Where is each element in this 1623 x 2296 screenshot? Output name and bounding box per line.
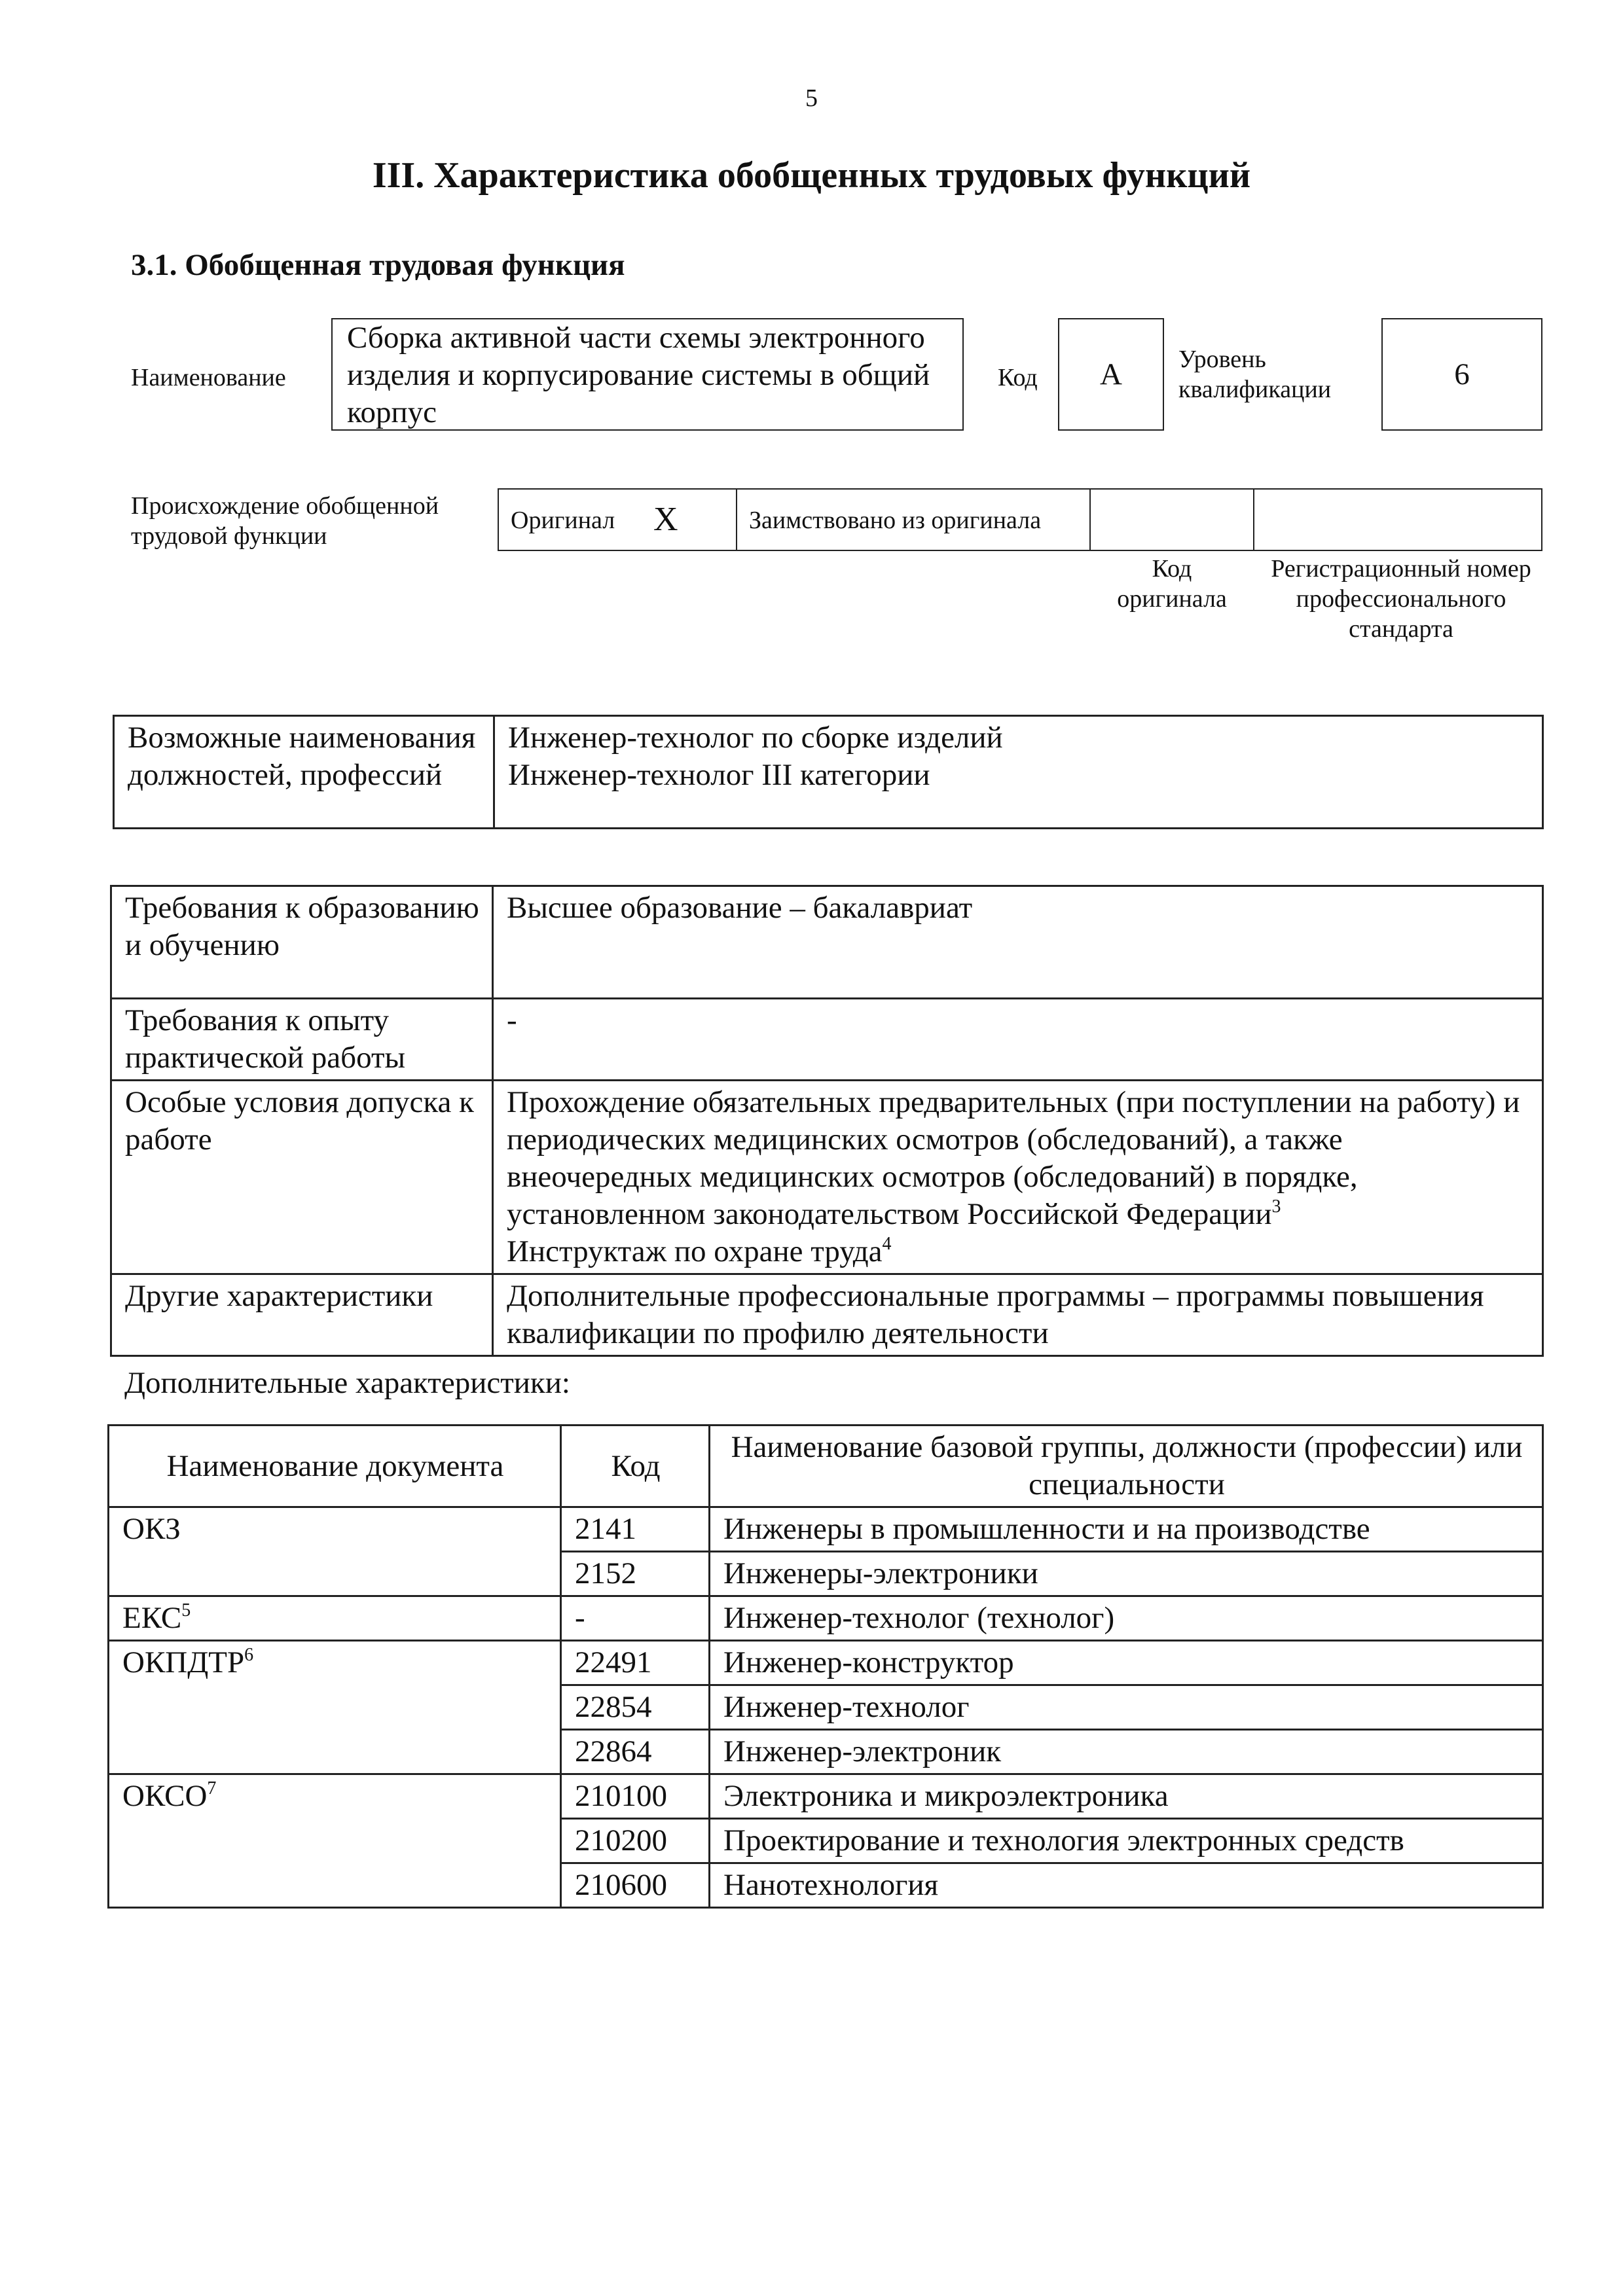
original-label: Оригинал (511, 507, 615, 534)
req-label: Требования к опыту практической работы (111, 999, 493, 1081)
name-cell: Проектирование и технология электронных средств (710, 1819, 1543, 1863)
additional-table (107, 1424, 1544, 1909)
table-row (109, 1774, 1543, 1819)
name-cell: Инженер-электроник (710, 1730, 1543, 1774)
table-row (109, 1507, 1543, 1552)
position-item: Инженер-технолог по сборке изделий (508, 721, 1003, 755)
footnote-ref: 7 (207, 1778, 217, 1799)
column-header: Код (561, 1426, 710, 1507)
footnote-ref: 3 (1271, 1196, 1281, 1217)
req-value-text: Инструктаж по охране труда (507, 1234, 883, 1268)
positions-values (494, 716, 1543, 829)
positions-table (113, 715, 1544, 829)
name-cell: Инженер-конструктор (710, 1641, 1543, 1685)
code-cell: - (561, 1596, 710, 1641)
code-original-caption: Код оригинала (1117, 555, 1227, 613)
level-value-box (1381, 318, 1542, 431)
req-label: Требования к образованию и обучению (111, 886, 493, 999)
requirements-table (110, 885, 1544, 1357)
code-cell: 210100 (561, 1774, 710, 1819)
code-cell: 22491 (561, 1641, 710, 1685)
name-cell: Инженеры-электроники (710, 1552, 1543, 1596)
req-value: - (493, 999, 1543, 1081)
footnote-ref: 6 (244, 1645, 254, 1665)
name-cell: Электроника и микроэлектроника (710, 1774, 1543, 1819)
subsection-title: 3.1. Обобщенная трудовая функция (131, 248, 625, 282)
code-cell: 22854 (561, 1685, 710, 1730)
code-cell: 210200 (561, 1819, 710, 1863)
code-cell: 210600 (561, 1863, 710, 1908)
origin-divider (1089, 488, 1091, 551)
req-value (493, 1081, 1543, 1274)
code-cell: 2152 (561, 1552, 710, 1596)
table-row (109, 1596, 1543, 1641)
name-cell: Инженеры в промышленности и на производстве (710, 1507, 1543, 1552)
origin-divider (736, 488, 737, 551)
position-item: Инженер-технолог III категории (508, 758, 930, 792)
original-mark: X (653, 501, 678, 538)
code-cell: 22864 (561, 1730, 710, 1774)
name-cell: Инженер-технолог (технолог) (710, 1596, 1543, 1641)
table-row (109, 1641, 1543, 1685)
doc-name: ЕКС$^5$ (109, 1596, 561, 1641)
footnote-ref: 4 (882, 1234, 892, 1254)
positions-label: Возможные наименования должностей, профессий (114, 716, 494, 829)
section-title: III. Характеристика обобщенных трудовых функций (372, 155, 1251, 196)
name-value: Сборка активной части схемы электронного изделия и корпусирование системы в общий корпус (347, 321, 930, 429)
origin-divider (1253, 488, 1254, 551)
req-label: Другие характеристики (111, 1274, 493, 1356)
column-header: Наименование документа (109, 1426, 561, 1507)
origin-label: Происхождение обобщенной трудовой функции (131, 492, 439, 550)
level-label: Уровень квалификации (1178, 346, 1332, 403)
additional-heading: Дополнительные характеристики: (124, 1366, 570, 1400)
code-value-box (1058, 318, 1164, 431)
footnote-ref: 5 (181, 1600, 191, 1621)
req-value: Дополнительные профессиональные программы – программы повышения квалификации по профилю деятельности (493, 1274, 1543, 1356)
name-cell: Нанотехнология (710, 1863, 1543, 1908)
doc-name: ОКПДТР$^6$ (109, 1641, 561, 1774)
code-value: А (1100, 357, 1122, 391)
code-cell: 2141 (561, 1507, 710, 1552)
borrowed-label: Заимствовано из оригинала (749, 507, 1042, 534)
doc-name: ОКЗ (109, 1507, 561, 1596)
code-label: Код (998, 364, 1038, 391)
reg-number-caption: Регистрационный номер профессионального стандарта (1271, 555, 1531, 643)
req-value: Высшее образование – бакалавриат (493, 886, 1543, 999)
req-label: Особые условия допуска к работе (111, 1081, 493, 1274)
name-label: Наименование (131, 364, 286, 391)
level-value: 6 (1454, 357, 1470, 391)
column-header: Наименование базовой группы, должности (профессии) или специальности (710, 1426, 1543, 1507)
name-cell: Инженер-технолог (710, 1685, 1543, 1730)
doc-name: ОКСО$^7$ (109, 1774, 561, 1908)
page-number: 5 (805, 84, 818, 112)
req-value-text: Прохождение обязательных предварительных (при поступлении на работу) и периодических медицинских осмотров (обследований), а также внеочередных медицинских осмотров (обследований) в порядке, установленном законодательством Российской Федерации (507, 1085, 1520, 1231)
name-value-box (331, 318, 964, 431)
